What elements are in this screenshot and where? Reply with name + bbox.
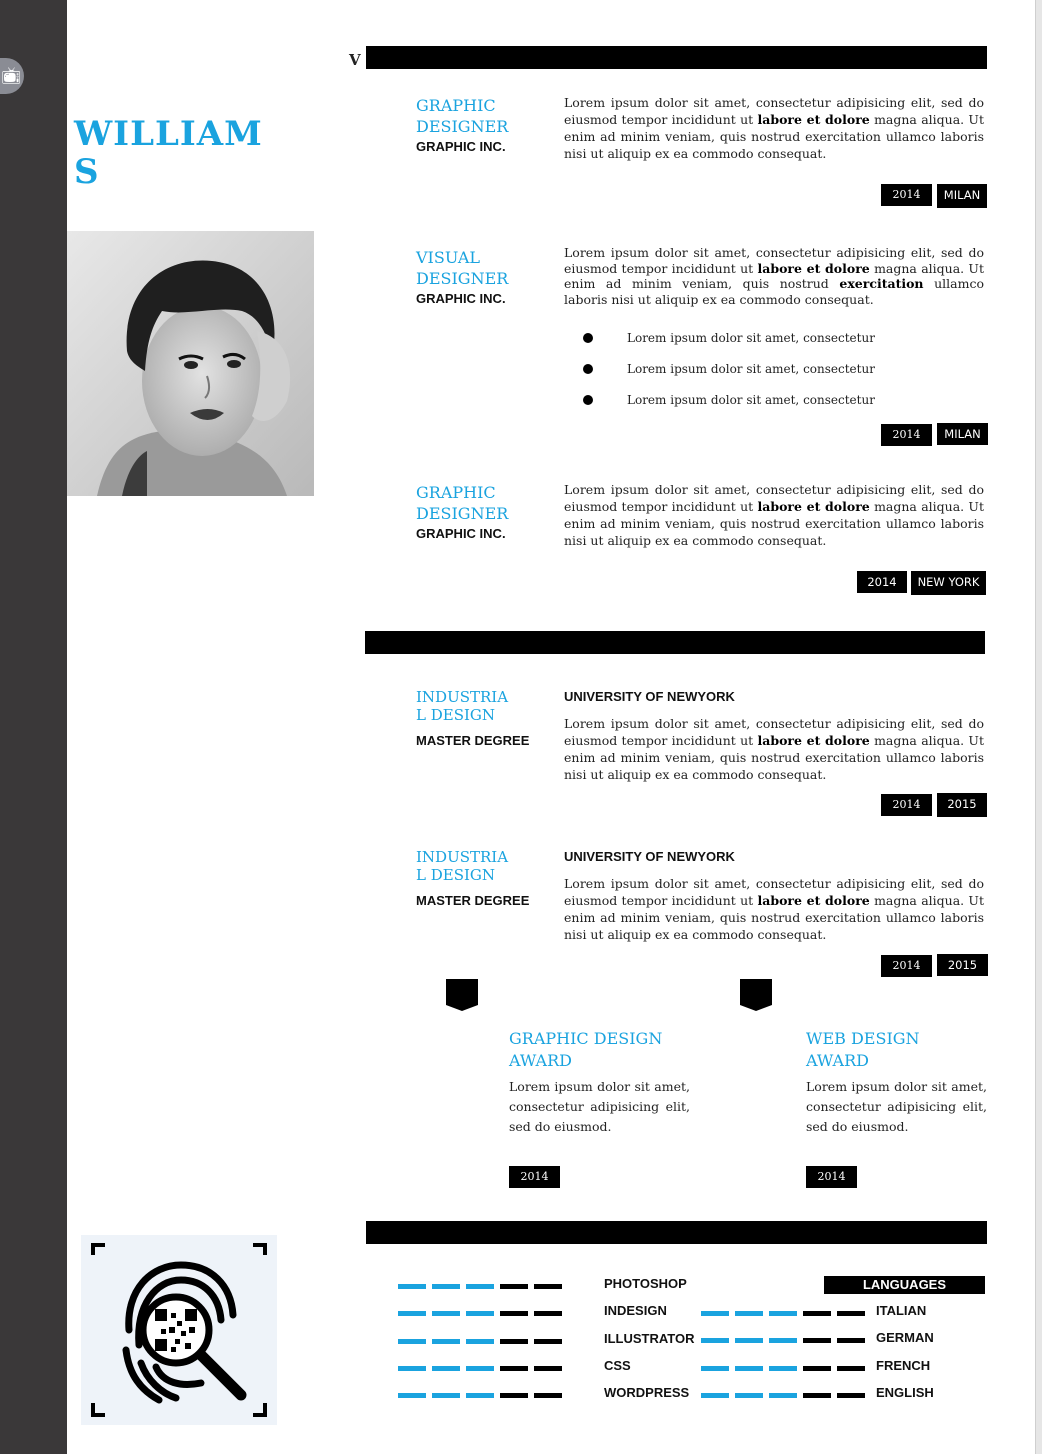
experience-year-tag: 2014 [881, 424, 932, 446]
award-year-tag: 2014 [509, 1166, 560, 1188]
level-dash [769, 1366, 797, 1371]
level-dash [735, 1366, 763, 1371]
skill-label: ILLUSTRATOR [604, 1331, 695, 1346]
level-dash [837, 1366, 865, 1371]
level-dash [837, 1393, 865, 1398]
role-line: VISUAL [416, 248, 481, 267]
level-dash [803, 1366, 831, 1371]
award-title-line: GRAPHIC DESIGN [509, 1029, 663, 1048]
award-description: Lorem ipsum dolor sit amet, consectetur adipisicing elit, sed do eiusmod. [509, 1079, 690, 1134]
experience-description: Lorem ipsum dolor sit amet, consectetur adipisicing elit, sed do eiusmod tempor incididunt ut labore et dolore magna aliqua. Ut enim ad minim veniam, quis nostrud exercitation ullamco laboris nisi ut aliquip ex ea commodo consequat. [564, 95, 984, 161]
award-title [806, 1028, 920, 1072]
level-dash [701, 1338, 729, 1343]
education-school: UNIVERSITY OF NEWYORK [564, 689, 735, 704]
level-dash [837, 1311, 865, 1316]
award-year-tag: 2014 [806, 1166, 857, 1188]
experience-section-bar [366, 46, 987, 69]
award-title-line: AWARD [806, 1051, 869, 1070]
skill-label: WORDPRESS [604, 1385, 690, 1400]
level-dash [534, 1311, 562, 1316]
level-dash [500, 1339, 528, 1344]
level-dash [769, 1338, 797, 1343]
qr-code-block [81, 1235, 277, 1425]
experience-city-tag: MILAN [937, 423, 988, 445]
skill-label: PHOTOSHOP [604, 1276, 687, 1291]
education-end-tag: 2015 [937, 793, 987, 817]
education-degree: MASTER DEGREE [416, 893, 530, 908]
level-dash [466, 1284, 494, 1289]
level-dash [837, 1338, 865, 1343]
role-line: GRAPHIC [416, 96, 496, 115]
level-dash [534, 1366, 562, 1371]
award-title [509, 1028, 662, 1072]
level-dash [769, 1393, 797, 1398]
language-label: GERMAN [876, 1330, 934, 1345]
languages-header: LANGUAGES [824, 1276, 985, 1294]
language-label: ENGLISH [876, 1385, 934, 1400]
level-dash [803, 1311, 831, 1316]
language-label: ITALIAN [876, 1303, 927, 1318]
experience-city-tag: NEW YORK [911, 571, 986, 595]
level-dash [432, 1284, 460, 1289]
first-name: WILLIAM [74, 114, 263, 154]
role-line: DESIGNER [416, 117, 509, 136]
experience-year-tag: 2014 [881, 184, 932, 206]
education-degree: MASTER DEGREE [416, 733, 530, 748]
level-dash [466, 1311, 494, 1316]
fingerprint-qr-search-icon [81, 1235, 277, 1425]
award-ribbon-icon [446, 979, 478, 1013]
tv-icon: 📺︎ [1, 66, 22, 85]
education-start-tag: 2014 [881, 955, 932, 977]
level-dash [432, 1393, 460, 1398]
level-dash [466, 1366, 494, 1371]
experience-company: GRAPHIC INC. [416, 526, 506, 541]
skill-label: INDESIGN [604, 1303, 667, 1318]
skill-label: CSS [604, 1358, 631, 1373]
level-dash [398, 1284, 426, 1289]
level-dash [500, 1311, 528, 1316]
language-label: FRENCH [876, 1358, 931, 1373]
education-description: Lorem ipsum dolor sit amet, consectetur adipisicing elit, sed do eiusmod tempor incididunt ut labore et dolore magna aliqua. Ut enim ad minim veniam, quis nostrud exercitation ullamco laboris nisi ut aliquip ex ea commodo consequat. [564, 876, 984, 942]
level-dash [398, 1311, 426, 1316]
role-line: GRAPHIC [416, 483, 496, 502]
level-dash [735, 1338, 763, 1343]
education-section-bar [365, 631, 985, 654]
award-title-line: WEB DESIGN [806, 1029, 920, 1048]
level-dash [432, 1339, 460, 1344]
level-dash [803, 1393, 831, 1398]
level-dash [534, 1393, 562, 1398]
level-dash [769, 1311, 797, 1316]
experience-description: Lorem ipsum dolor sit amet, consectetur adipisicing elit, sed do eiusmod tempor incididunt ut labore et dolore magna aliqua. Ut enim ad minim veniam, quis nostrud exercitation ullamco laboris nisi ut aliquip ex ea commodo consequat. [564, 482, 984, 548]
education-school: UNIVERSITY OF NEWYORK [564, 849, 735, 864]
level-dash [701, 1311, 729, 1316]
left-sidebar [0, 0, 67, 1454]
level-dash [398, 1393, 426, 1398]
award-ribbon-icon [740, 979, 772, 1013]
bullet-dot [583, 395, 593, 405]
bullet-item: Lorem ipsum dolor sit amet, consectetur [627, 393, 875, 407]
education-end-tag: 2015 [937, 954, 988, 976]
experience-role [416, 95, 526, 137]
bullet-item: Lorem ipsum dolor sit amet, consectetur [627, 362, 875, 376]
level-dash [701, 1366, 729, 1371]
level-dash [735, 1311, 763, 1316]
experience-company: GRAPHIC INC. [416, 291, 506, 306]
education-start-tag: 2014 [881, 794, 932, 816]
level-dash [500, 1366, 528, 1371]
skills-section-bar [366, 1221, 987, 1244]
experience-year-tag: 2014 [857, 571, 907, 593]
level-dash [534, 1339, 562, 1344]
page-right-edge [1035, 0, 1042, 1454]
experience-role [416, 482, 526, 524]
level-dash [534, 1284, 562, 1289]
award-description: Lorem ipsum dolor sit amet, consectetur adipisicing elit, sed do eiusmod. [806, 1079, 987, 1134]
level-dash [432, 1311, 460, 1316]
last-name: S [74, 152, 100, 192]
level-dash [398, 1366, 426, 1371]
role-line: DESIGNER [416, 269, 509, 288]
role-line: DESIGNER [416, 504, 509, 523]
education-field: INDUSTRIAL DESIGN [416, 848, 509, 884]
experience-company: GRAPHIC INC. [416, 139, 506, 154]
level-dash [466, 1339, 494, 1344]
experience-city-tag: MILAN [937, 184, 987, 208]
level-dash [466, 1393, 494, 1398]
education-description: Lorem ipsum dolor sit amet, consectetur adipisicing elit, sed do eiusmod tempor incididunt ut labore et dolore magna aliqua. Ut enim ad minim veniam, quis nostrud exercitation ullamco laboris nisi ut aliquip ex ea commodo consequat. [564, 716, 984, 782]
award-title-line: AWARD [509, 1051, 572, 1070]
level-dash [500, 1393, 528, 1398]
level-dash [701, 1393, 729, 1398]
portrait-image [67, 231, 314, 496]
experience-description: Lorem ipsum dolor sit amet, consectetur adipisicing elit, sed do eiusmod tempor incididunt ut labore et dolore magna aliqua. Ut enim ad minim veniam, quis nostrud exercitation ullamco laboris nisi ut aliquip ex ea commodo consequat. [564, 245, 984, 307]
bullet-dot [583, 364, 593, 374]
level-dash [500, 1284, 528, 1289]
education-field: INDUSTRIAL DESIGN [416, 688, 509, 724]
level-dash [803, 1338, 831, 1343]
section-marker: V [349, 51, 361, 69]
level-dash [432, 1366, 460, 1371]
bullet-dot [583, 333, 593, 343]
profile-photo [67, 231, 314, 496]
level-dash [735, 1393, 763, 1398]
level-dash [398, 1339, 426, 1344]
bullet-item: Lorem ipsum dolor sit amet, consectetur [627, 331, 875, 345]
experience-role [416, 247, 526, 289]
